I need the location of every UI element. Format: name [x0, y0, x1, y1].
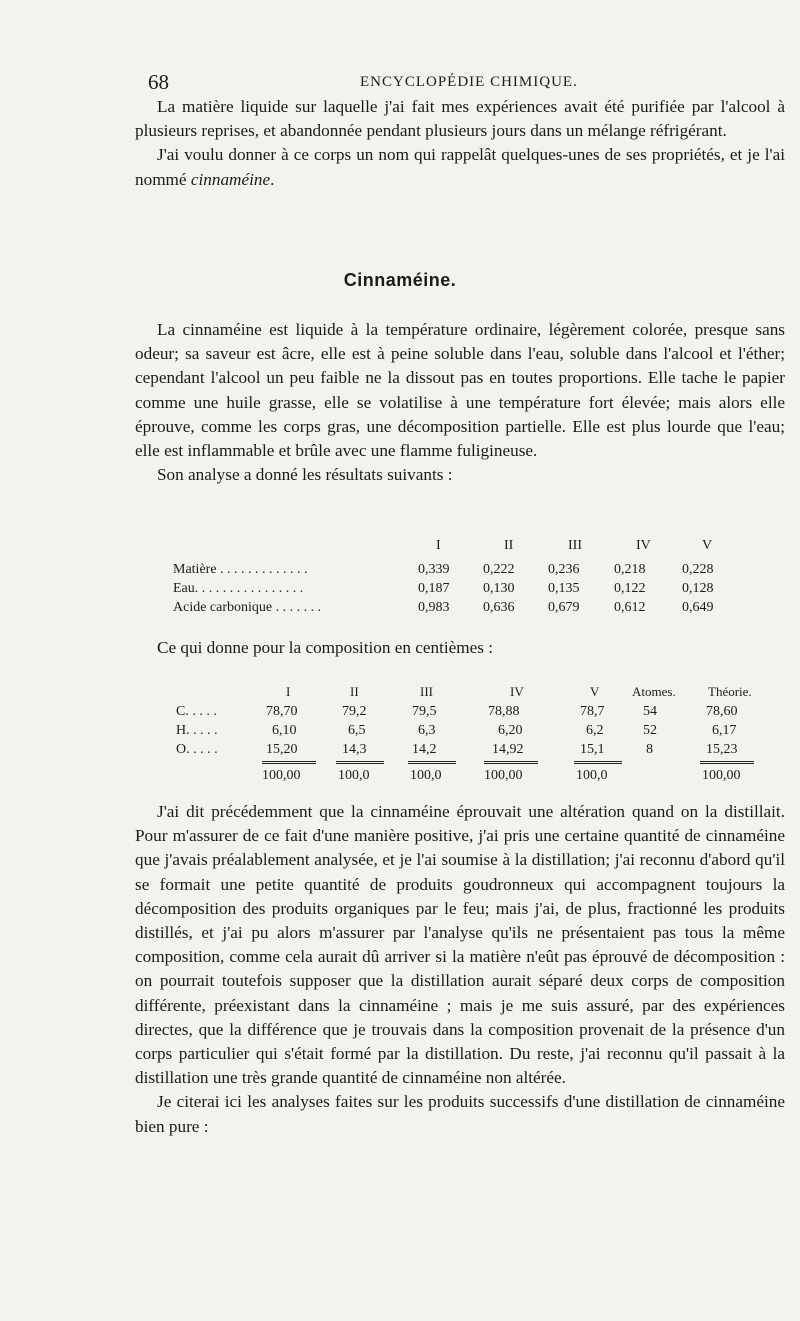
section-title: Cinnaméine. — [343, 270, 457, 290]
table1-col-header: III — [568, 538, 582, 553]
intro-text — [135, 95, 785, 192]
table1-cell: 0,339 — [418, 562, 450, 577]
table1-col-header: IV — [636, 538, 651, 553]
table2-col-header: V — [590, 684, 600, 699]
table1-col-header: II — [504, 538, 514, 553]
table2-cell: 6,17 — [712, 723, 737, 738]
table2-cell: 6,10 — [272, 723, 297, 738]
table2-cell: 15,1 — [580, 742, 605, 757]
table1-col-header: I — [436, 538, 441, 553]
table2-row-label: C. . . . . — [176, 704, 217, 719]
sum-rule — [700, 761, 754, 764]
table2-col-header: Théorie. — [708, 684, 752, 699]
table2-col-header: I — [286, 684, 291, 699]
table2-row-label: O. . . . . — [176, 742, 218, 757]
table2-cell: 54 — [643, 704, 657, 719]
table2-total: 100,00 — [262, 768, 301, 783]
table2-cell: 15,23 — [706, 742, 738, 757]
composition-intro-text — [135, 636, 785, 660]
table1-row-label: Matière . . . . . . . . . . . . . — [173, 562, 308, 577]
table2-cell: 14,3 — [342, 742, 367, 757]
properties-text — [135, 318, 785, 487]
naming-end: . — [270, 169, 275, 189]
table2-col-header: II — [350, 684, 359, 699]
table2-total: 100,0 — [410, 768, 442, 783]
table2-cell: 79,5 — [412, 704, 437, 719]
paragraph-composition-intro: Ce qui donne pour la composition en centièmes : — [157, 638, 494, 657]
table1-row-label: Eau. . . . . . . . . . . . . . . . — [173, 581, 304, 596]
table1-cell: 0,228 — [682, 562, 714, 577]
table1-cell: 0,128 — [682, 581, 714, 596]
table2-total: 100,0 — [576, 768, 608, 783]
table2-cell: 6,3 — [418, 723, 436, 738]
table2-cell: 14,92 — [492, 742, 524, 757]
table2-cell: 78,88 — [488, 704, 520, 719]
table1-cell: 0,236 — [548, 562, 580, 577]
table1-cell: 0,636 — [483, 600, 515, 615]
table2-cell: 78,7 — [580, 704, 605, 719]
paragraph-analysis-intro: Son analyse a donné les résultats suivants : — [157, 465, 453, 485]
table2-cell: 78,70 — [266, 704, 298, 719]
paragraph-properties: La cinnaméine est liquide à la température ordinaire, légèrement colorée, presque sans odeur; sa saveur est âcre, elle est à peine soluble dans l'eau, soluble dans l'alcool et l'éther; cependant l'alcool un peu faible ne la dissout pas en toutes proportions. Elle tache le papier comme une huile grasse, elle se volatilise à une température fort élevée; mais alors elle éprouve, comme les corps gras, une décomposition partielle. Elle est plus lourde que l'eau; elle est inflammable et brûle avec une flamme fuligineuse. — [135, 320, 785, 461]
table2-cell: 8 — [646, 742, 653, 757]
table1-col-header: V — [702, 538, 713, 553]
table1-cell: 0,649 — [682, 600, 714, 615]
table1-cell: 0,222 — [483, 562, 515, 577]
table2-cell: 6,2 — [586, 723, 604, 738]
paragraph-naming — [135, 143, 785, 191]
table2-col-header: Atomes. — [632, 684, 676, 699]
page-number: 68 — [148, 70, 169, 94]
table2-total: 100,0 — [338, 768, 370, 783]
table2-cell: 15,20 — [266, 742, 298, 757]
table2-cell: 52 — [643, 723, 657, 738]
table1-row-label: Acide carbonique . . . . . . . — [173, 600, 322, 615]
naming-text: J'ai voulu donner à ce corps un nom qui rappelât quelques-unes de ses propriétés, et je l'ai nommé — [135, 145, 785, 189]
table2-total: 100,00 — [484, 768, 523, 783]
table2-cell: 6,20 — [498, 723, 523, 738]
table1-cell: 0,679 — [548, 600, 580, 615]
paragraph-distillation: J'ai dit précédemment que la cinnaméine éprouvait une altération quand on la distillait. Pour m'assurer de ce fait d'une manière positive, j'ai pris une certaine quantité de cinnaméine que j'avais préalablement analysée, et je l'ai soumise à la distillation; j'ai reconnu d'abord qu'il se formait une petite quantité de produits goudronneux qui accompagnent toujours la décomposition des produits organiques par le feu; mais j'ai, de plus, fractionné les produits distillés, et j'ai pu alors m'assurer par l'analyse qu'ils ne présentaient pas tous la même composition, comme cela aurait dû arriver si la matière n'eût pas éprouvé de décomposition : on pourrait toutefois supposer que la distillation aurait séparé deux corps de composition différente, préexistant dans la cinnaméine ; mais je me suis assuré, par des expériences directes, que la différence que je trouvais dans la composition provenait de la présence d'un corps particulier qui s'était formé par la distillation. Du reste, j'ai reconnu qu'il passait à la distillation une très grande quantité de cinnaméine non altérée. — [135, 802, 785, 1088]
sum-rule — [336, 761, 384, 764]
table1-cell: 0,130 — [483, 581, 515, 596]
table2-col-header: III — [420, 684, 433, 699]
table2-cell: 78,60 — [706, 704, 738, 719]
naming-term: cinnaméine — [190, 169, 271, 189]
sum-rule — [408, 761, 456, 764]
sum-rule — [262, 761, 316, 764]
table2-total: 100,00 — [702, 768, 741, 783]
sum-rule — [484, 761, 538, 764]
paragraph-analyses-intro: Je citerai ici les analyses faites sur les produits successifs d'une distillation de cinnaméine bien pure : — [135, 1092, 785, 1136]
table1-cell: 0,187 — [418, 581, 450, 596]
paragraph-purification: La matière liquide sur laquelle j'ai fait mes expériences avait été purifiée par l'alcool à plusieurs reprises, et abandonnée pendant plusieurs jours dans un mélange réfrigérant. — [135, 97, 785, 141]
table2-row-label: H. . . . . — [176, 723, 218, 738]
table1-cell: 0,612 — [614, 600, 646, 615]
table1-cell: 0,983 — [418, 600, 450, 615]
distillation-text — [135, 800, 785, 1139]
running-title: ENCYCLOPÉDIE CHIMIQUE. — [360, 74, 578, 90]
table1-cell: 0,218 — [614, 562, 646, 577]
table2-cell: 14,2 — [412, 742, 437, 757]
table1-cell: 0,135 — [548, 581, 580, 596]
page-header — [148, 70, 788, 94]
sum-rule — [574, 761, 622, 764]
table1-cell: 0,122 — [614, 581, 646, 596]
table2-cell: 79,2 — [342, 704, 367, 719]
table2-col-header: IV — [510, 684, 524, 699]
table2-cell: 6,5 — [348, 723, 366, 738]
